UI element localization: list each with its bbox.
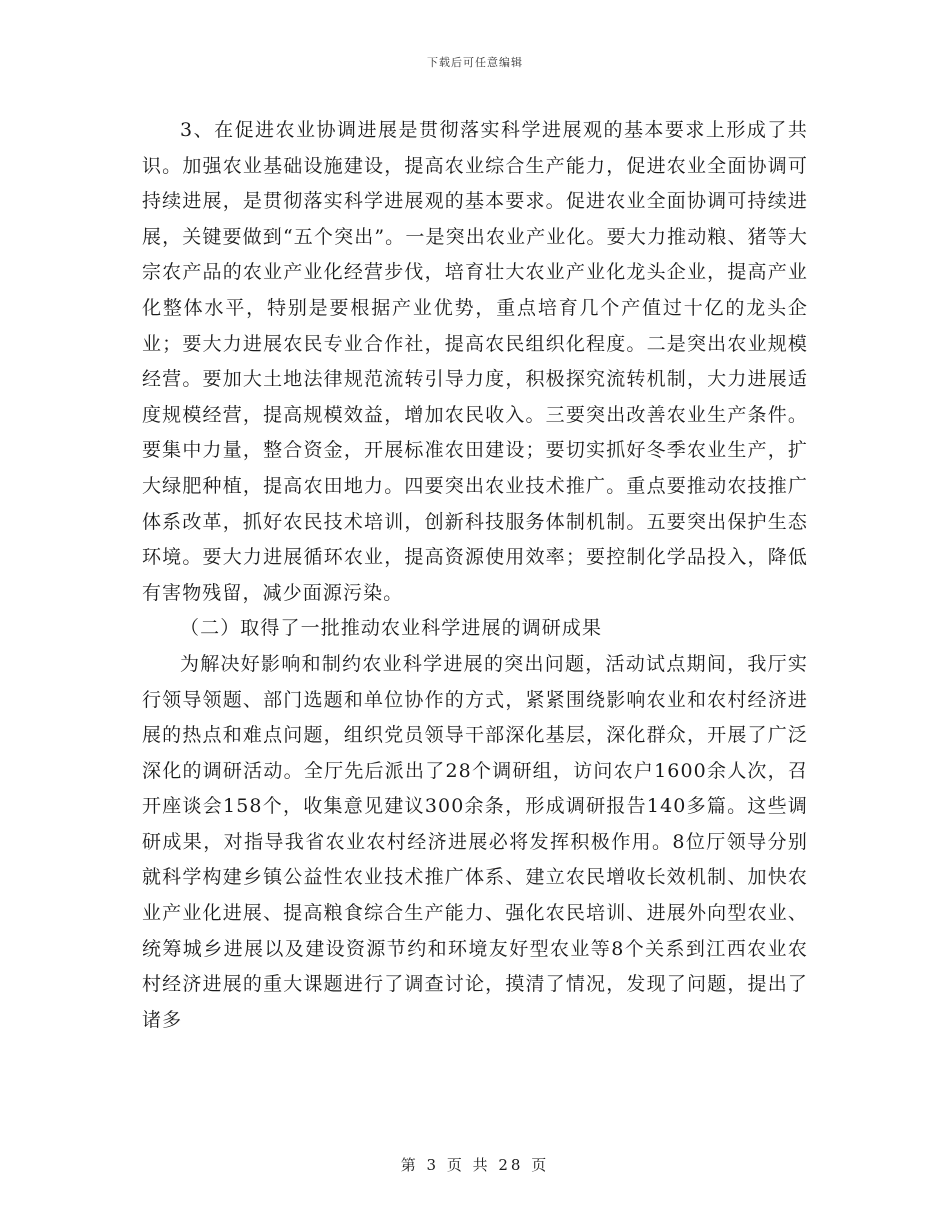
page-header: 下载后可任意编辑 (427, 56, 523, 69)
paragraph-research: 为解决好影响和制约农业科学进展的突出问题，活动试点期间，我厅实行领导领题、部门选题和单位协作的方式，紧紧围绕影响农业和农村经济进展的热点和难点问题，组织党员领导干部深化基层，深化群众，开展了广泛深化的调研活动。全厅先后派出了28个调研组，访问农户1600余人次，召开座谈会158个，收集意见建议300余条，形成调研报告140多篇。这些调研成果，对指导我省农业农村经济进展必将发挥积极作用。8位厅领导分别就科学构建乡镇公益性农业技术推广体系、建立农民增收长效机制、加快农业产业化进展、提高粮食综合生产能力、强化农民培训、进展外向型农业、统筹城乡进展以及建设资源节约和环境友好型农业等8个关系到江西农业农村经济进展的重大课题进行了调查讨论，摸清了情况，发现了问题，提出了诸多 (142, 652, 808, 1031)
document-body (142, 113, 808, 1038)
paragraph-consensus: 3、在促进农业协调进展是贯彻落实科学进展观的基本要求上形成了共识。加强农业基础设施建设，提高农业综合生产能力，促进农业全面协调可持续进展，是贯彻落实科学进展观的基本要求。促进农业全面协调可持续进展，关键要做到“五个突出”。一是突出农业产业化。要大力推动粮、猪等大宗农产品的农业产业化经营步伐，培育壮大农业产业化龙头企业，提高产业化整体水平，特别是要根据产业优势，重点培育几个产值过十亿的龙头企业；要大力进展农民专业合作社，提高农民组织化程度。二是突出农业规模经营。要加大土地法律规范流转引导力度，积极探究流转机制，大力进展适度规模经营，提高规模效益，增加农民收入。三要突出改善农业生产条件。要集中力量，整合资金，开展标准农田建设；要切实抓好冬季农业生产，扩大绿肥种植，提高农田地力。四要突出农业技术推广。重点要推动农技推广体系改革，抓好农民技术培训，创新科技服务体制机制。五要突出保护生态环境。要大力进展循环农业，提高资源使用效率；要控制化学品投入，降低有害物残留，减少面源污染。 (142, 119, 808, 604)
page-number: 第 3 页 共 28 页 (400, 1156, 550, 1174)
section-heading: （二）取得了一批推动农业科学进展的调研成果 (180, 617, 603, 640)
